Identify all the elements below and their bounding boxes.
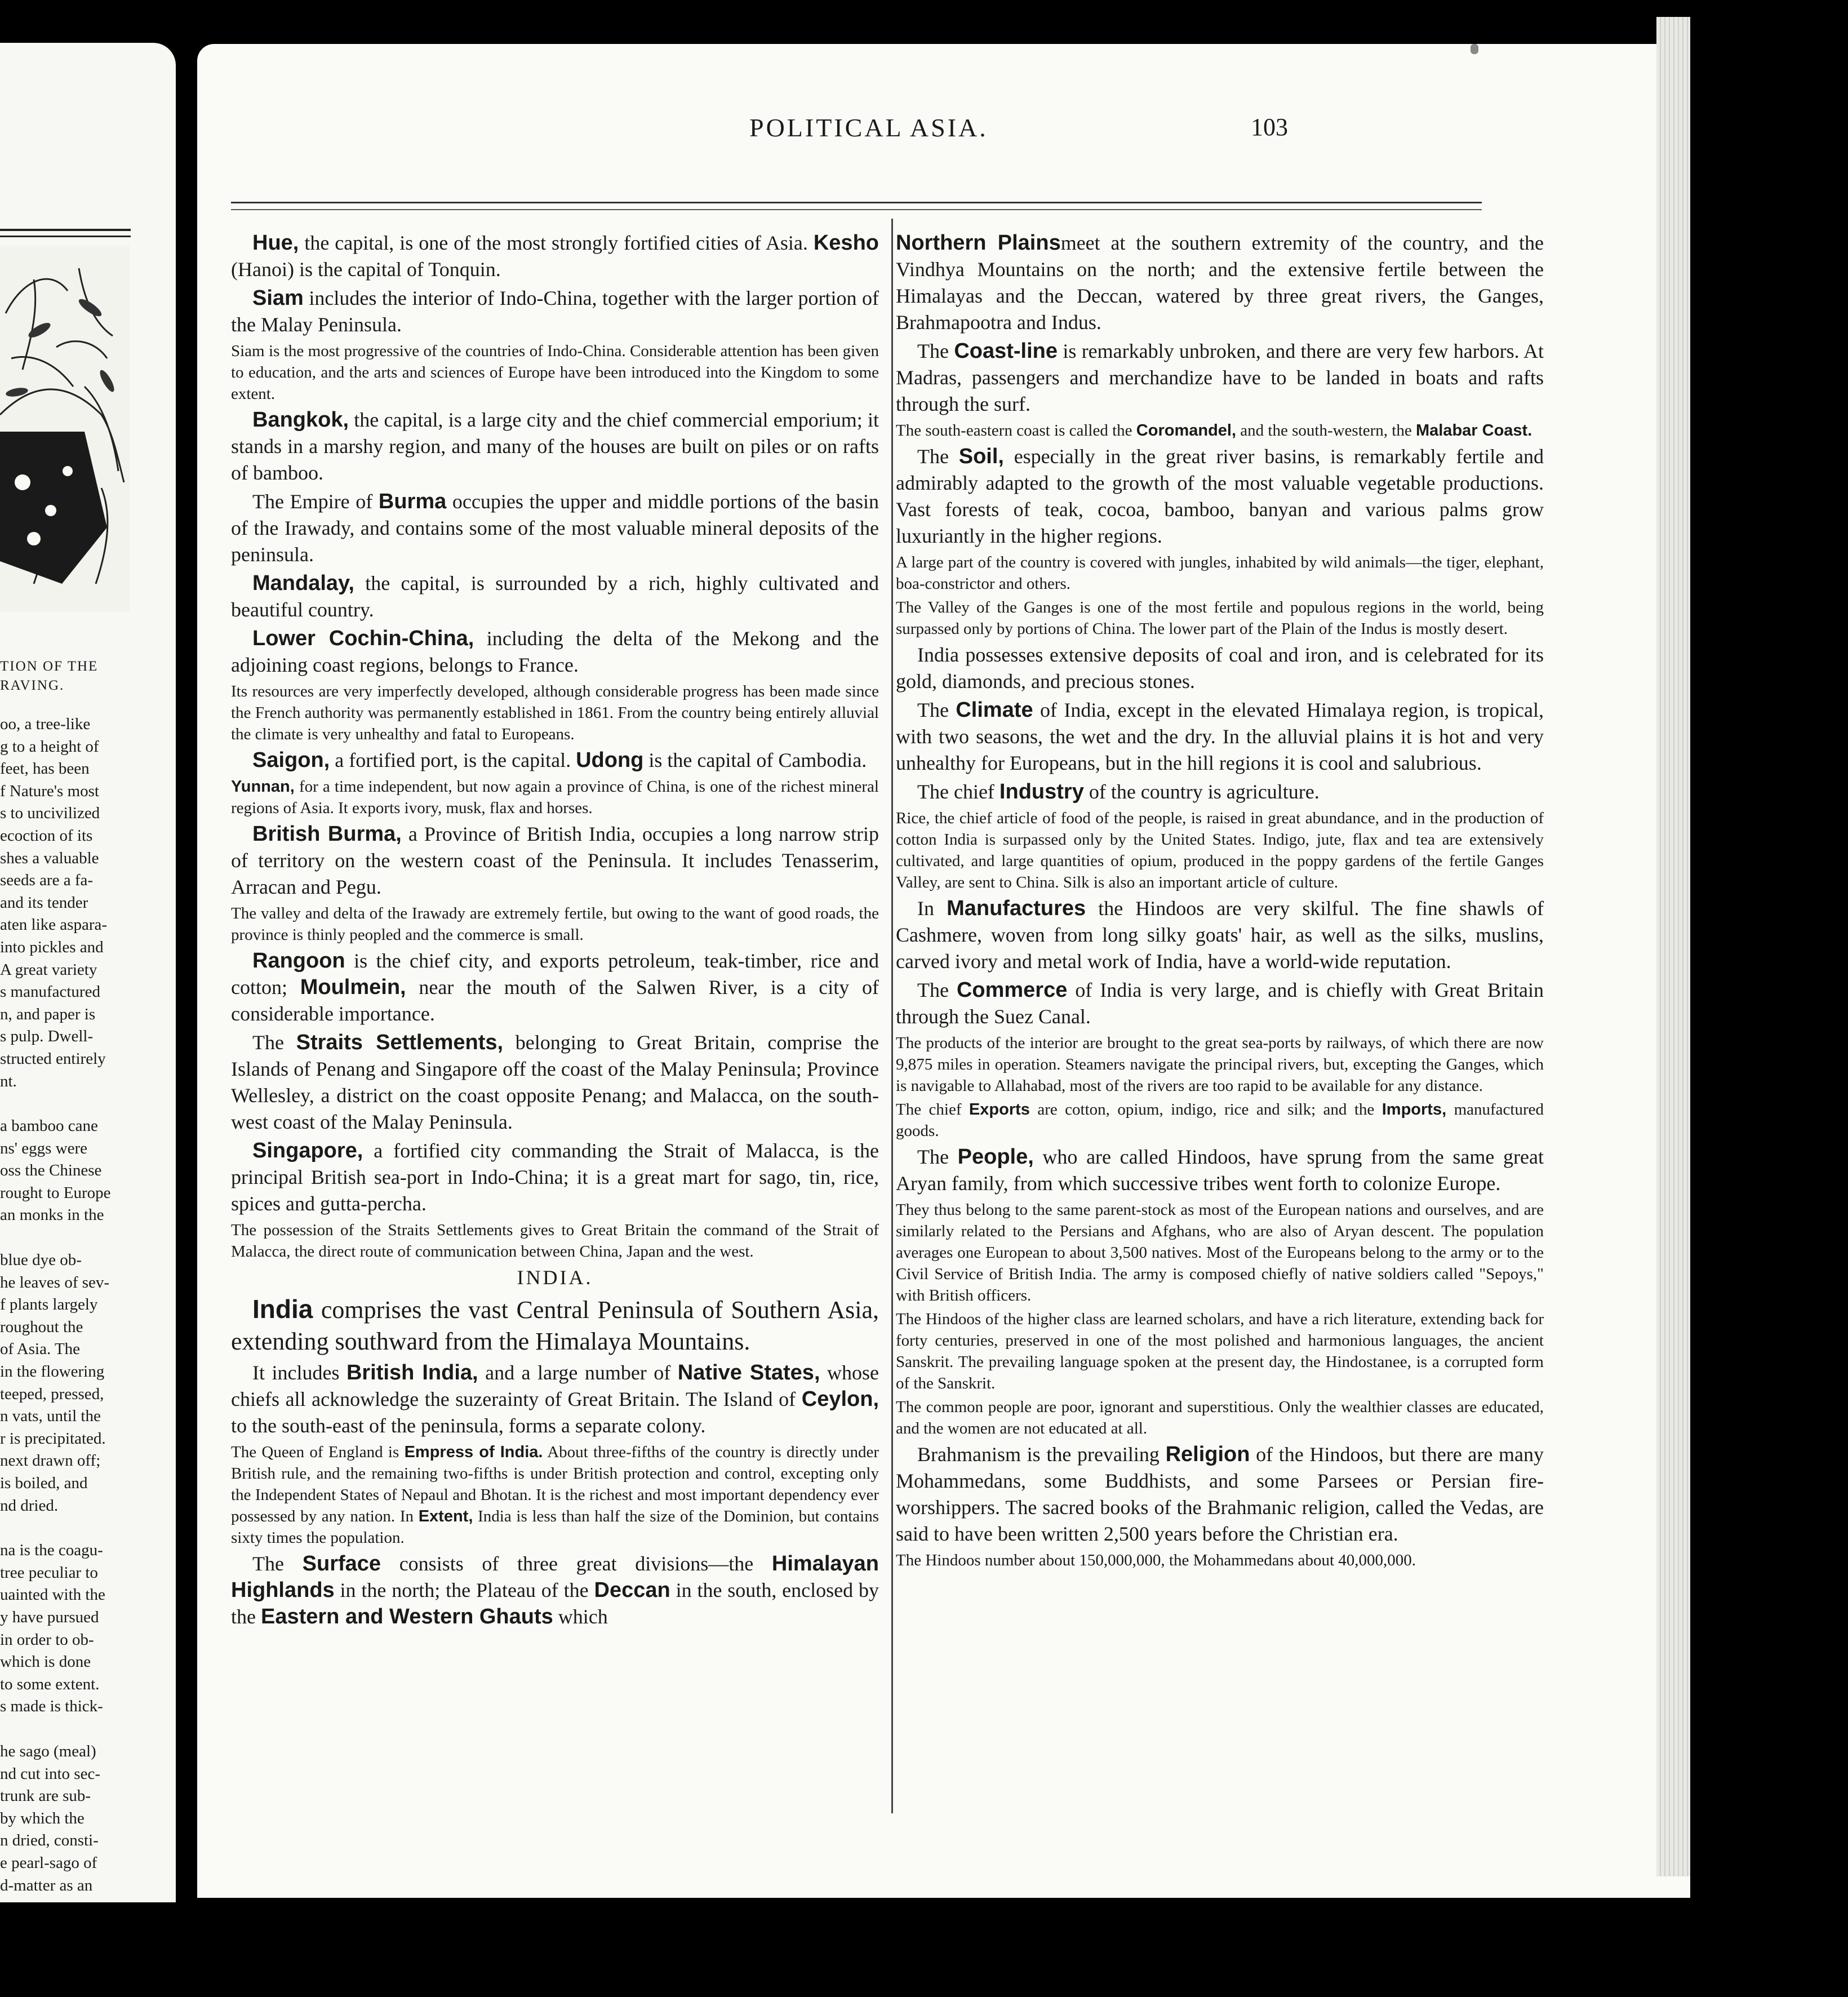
keyword: Soil, xyxy=(958,445,1004,468)
paragraph-text: They thus belong to the same parent-stock as most of the European nations and ourselves, and are similarly related to the Persians and Afghans, who are also of Aryan descent. The population averages one European to about 3,500 natives. Most of the Europeans belong to the army or to the Civil Service of British India. The army is composed chiefly of native soldiers called "Sepoys," with British officers. xyxy=(896,1201,1544,1304)
left-column xyxy=(231,230,879,1632)
paragraph-text: belonging to Great Britain, comprise the Islands of Penang and Singapore off the coast of the Malay Peninsula; Province Wellesley, a district on the coast opposite Penang; and Malacca, on the south-west coast of the Malay Peninsula. xyxy=(231,1031,879,1133)
caption-line: RAVING. xyxy=(0,678,65,693)
body-paragraph xyxy=(231,1360,879,1439)
paragraph-text: for a time independent, but now again a province of China, is one of the richest mineral regions of Asia. It exports ivory, musk, flax and horses. xyxy=(231,778,879,817)
keyword: British India, xyxy=(346,1361,478,1384)
paragraph-text: The south-eastern coast is called the xyxy=(896,421,1136,440)
facing-page-text xyxy=(0,713,131,1897)
note-paragraph xyxy=(896,1396,1544,1439)
right-column xyxy=(896,230,1544,1573)
keyword: Exports xyxy=(969,1100,1030,1119)
facing-page-line: s made is thick- xyxy=(0,1697,103,1716)
page xyxy=(197,44,1690,1898)
facing-page-rule xyxy=(0,229,131,237)
keyword: Yunnan, xyxy=(231,778,295,796)
paragraph-text: of India, except in the elevated Himalaya region, is tropical, with two seasons, the wet and the dry. In the alluvial plains it is hot and very unhealthy for Europeans, but in the hill regions it is cool and salubrious. xyxy=(896,699,1544,774)
facing-page-line: to some extent. xyxy=(0,1675,100,1693)
keyword: Eastern and Western Ghauts xyxy=(260,1605,553,1628)
facing-page-line: is boiled, and xyxy=(0,1474,88,1492)
paragraph-text: consists of three great divisions—the xyxy=(381,1552,772,1575)
keyword: Lower Cochin-China, xyxy=(252,627,474,650)
paragraph-text: is the chief city, and exports petroleum, teak-timber, rice and cotton; xyxy=(231,949,879,998)
facing-page-line: f Nature's most xyxy=(0,782,99,800)
body-paragraph xyxy=(231,948,879,1027)
paragraph-text: of India is very large, and is chiefly with Great Britain through the Suez Canal. xyxy=(896,979,1544,1028)
keyword: Siam xyxy=(252,286,304,310)
page-edge xyxy=(1656,17,1690,1876)
facing-page-line: n dried, consti- xyxy=(0,1831,99,1850)
body-paragraph xyxy=(896,338,1544,418)
keyword: Bangkok, xyxy=(252,408,349,432)
paragraph-text: comprises the vast Central Peninsula of Southern Asia, extending southward from the Himalaya Mountains. xyxy=(231,1296,879,1355)
paragraph-text: The xyxy=(917,979,957,1001)
paragraph-text: Siam is the most progressive of the countries of Indo-China. Considerable attention has been given to education, and the arts and sciences of Europe have been introduced into the Kingdom to some extent. xyxy=(231,342,879,403)
paragraph-text: is remarkably unbroken, and there are very few harbors. At Madras, passengers and merchandize have to be landed in boats and rafts through the surf. xyxy=(896,340,1544,415)
page-header xyxy=(535,113,1493,147)
body-paragraph xyxy=(896,895,1544,975)
keyword: People, xyxy=(957,1145,1034,1169)
body-paragraph xyxy=(231,285,879,338)
note-paragraph xyxy=(231,1441,879,1548)
keyword: Mandalay, xyxy=(252,571,354,595)
keyword: Commerce xyxy=(956,978,1068,1002)
paragraph-text: The chief xyxy=(917,780,999,803)
paragraph-text: A large part of the country is covered with jungles, inhabited by wild animals—the tiger, elephant, boa-constrictor and others. xyxy=(896,553,1544,593)
line-gap xyxy=(0,1093,131,1115)
facing-page-line: roughout the xyxy=(0,1317,83,1336)
note-paragraph xyxy=(231,681,879,745)
paragraph-text: in the south, enclosed by the xyxy=(231,1579,879,1628)
body-paragraph xyxy=(231,625,879,678)
keyword: Rangoon xyxy=(252,949,345,973)
paragraph-text: The xyxy=(917,445,959,468)
line-gap xyxy=(0,1517,131,1539)
keyword: Ceylon, xyxy=(801,1387,879,1411)
facing-page-line: A great variety xyxy=(0,960,97,979)
facing-page-line: next drawn off; xyxy=(0,1452,101,1470)
facing-page-line: and its tender xyxy=(0,893,88,912)
body-paragraph xyxy=(896,977,1544,1030)
facing-page-line: in order to ob- xyxy=(0,1630,94,1649)
keyword: Coromandel, xyxy=(1136,421,1237,440)
paragraph-text: a fortified city commanding the Strait of Malacca, is the principal British sea-port in Indo-China; it is a great mart for sago, tin, rice, spices and gutta-percha. xyxy=(231,1139,879,1215)
facing-page xyxy=(0,43,176,1902)
facing-page-line: nd cut into sec- xyxy=(0,1764,100,1783)
paragraph-text: The xyxy=(917,1146,958,1168)
note-paragraph xyxy=(896,597,1544,640)
keyword: Deccan xyxy=(594,1578,670,1602)
body-paragraph xyxy=(896,642,1544,695)
facing-page-caption xyxy=(0,657,130,695)
body-paragraph xyxy=(896,230,1544,336)
facing-page-line: trunk are sub- xyxy=(0,1787,91,1805)
paragraph-text: the capital, is one of the most strongly fortified cities of Asia. xyxy=(299,232,814,254)
facing-page-line: g to a height of xyxy=(0,737,99,756)
paragraph-text: are cotton, opium, indigo, rice and silk; and the xyxy=(1029,1100,1382,1119)
paragraph-text: the Hindoos are very skilful. The fine shawls of Cashmere, woven from long silky goats' hair, as well as the silks, muslins, carved ivory and metal work of India, have a world-wide reputation. xyxy=(896,897,1544,973)
facing-page-line: he leaves of sev- xyxy=(0,1273,110,1292)
keyword: Udong xyxy=(576,748,644,772)
facing-page-line: a bamboo cane xyxy=(0,1117,98,1135)
keyword: Coast-line xyxy=(954,339,1058,363)
paragraph-text: The Hindoos of the higher class are learned scholars, and have a rich literature, extending back for forty centuries, preserved in one of the most polished and harmonious languages, the ancient Sanskrit. The prevailing language spoken at the present day, the Hindostanee, is a corrupted form of the Sanskrit. xyxy=(896,1310,1544,1392)
facing-page-line: ns' eggs were xyxy=(0,1139,88,1157)
keyword: Moulmein, xyxy=(300,975,406,999)
facing-page-line: s pulp. Dwell- xyxy=(0,1027,94,1046)
ink-speck xyxy=(1471,44,1478,54)
paragraph-text: which xyxy=(553,1605,608,1628)
paragraph-text: manufactured goods. xyxy=(896,1100,1544,1140)
keyword: Saigon, xyxy=(252,748,330,772)
body-paragraph xyxy=(896,1144,1544,1197)
facing-page-line: into pickles and xyxy=(0,938,104,956)
keyword: British Burma, xyxy=(252,822,402,846)
body-paragraph xyxy=(231,1138,879,1217)
paragraph-text: The xyxy=(252,1031,296,1054)
body-paragraph xyxy=(231,1551,879,1630)
paragraph-text: between the Himalayas and the Deccan, watered by three great rivers, the Ganges, Brahmapootra and Indus. xyxy=(896,258,1544,334)
paragraph-text: of the Hindoos, but there are many Mohammedans, some Buddhists, and some Parsees or Persian fire-worshippers. The sacred books of the Brahmanic religion, called the Vedas, are said to have been written 2,500 years before the Christian era. xyxy=(896,1443,1544,1545)
paragraph-text: (Hanoi) is the capital of Tonquin. xyxy=(231,258,501,281)
keyword: Malabar Coast. xyxy=(1415,421,1532,440)
paragraph-text: India possesses extensive deposits of coal and iron, and is celebrated for its gold, diamonds, and precious stones. xyxy=(896,644,1544,693)
keyword: Manufactures xyxy=(947,897,1086,920)
paragraph-text: Its resources are very imperfectly developed, although considerable progress has been made since the French authority was permanently established in 1861. From the country being entirely alluvial the climate is very unhealthy and fatal to Europeans. xyxy=(231,682,879,743)
facing-page-line: blue dye ob- xyxy=(0,1251,82,1270)
note-paragraph xyxy=(896,1032,1544,1097)
note-paragraph xyxy=(896,807,1544,893)
keyword: Extent, xyxy=(418,1507,473,1525)
note-paragraph xyxy=(231,340,879,405)
facing-page-line: tree peculiar to xyxy=(0,1563,98,1582)
paragraph-text: includes the interior of Indo-China, together with the larger portion of the Malay Peninsula. xyxy=(231,287,879,336)
line-gap xyxy=(0,1227,131,1249)
note-paragraph xyxy=(896,1308,1544,1394)
note-paragraph xyxy=(896,1199,1544,1306)
paragraph-text: including the delta of the Mekong and the adjoining coast regions, belongs to France. xyxy=(231,627,879,676)
body-paragraph xyxy=(231,407,879,486)
keyword: Industry xyxy=(999,780,1084,804)
facing-page-line: aten like aspara- xyxy=(0,916,108,934)
facing-page-line: d-matter as an xyxy=(0,1876,93,1894)
header-rule xyxy=(231,202,1482,210)
column-divider xyxy=(891,219,893,1813)
facing-page-line: an monks in the xyxy=(0,1206,104,1224)
paragraph-text: The common people are poor, ignorant and superstitious. Only the wealthier classes are educated, and the women are not educated at all. xyxy=(896,1398,1544,1437)
paragraph-text: the capital, is a large city and the chief commercial emporium; it stands in a marshy region, and many of the houses are built on piles or on rafts of bamboo. xyxy=(231,409,879,484)
facing-page-line: oss the Chinese xyxy=(0,1161,102,1180)
facing-page-line: n vats, until the xyxy=(0,1407,101,1426)
keyword: Empress of India. xyxy=(404,1443,543,1461)
paragraph-text: In xyxy=(917,897,947,920)
paragraph-text: About three-fifths of the country is directly under British rule, and the remaining two-fifths is under British protection and control, excepting only the Independent States of Nepaul and Bhotan. It is the richest and most important dependency ever possessed by any nation. In xyxy=(231,1443,879,1525)
body-paragraph xyxy=(896,697,1544,776)
paragraph-text: and a large number of xyxy=(478,1361,678,1384)
facing-page-line: r is precipitated. xyxy=(0,1429,106,1448)
paragraph-text: occupies the upper and middle portions of the basin of the Irawady, and contains some of the most valuable mineral deposits of the peninsula. xyxy=(231,490,879,566)
keyword: Straits Settlements, xyxy=(296,1031,504,1054)
paragraph-text: The xyxy=(917,340,954,362)
body-paragraph xyxy=(231,489,879,568)
keyword: Himalayan Highlands xyxy=(231,1552,879,1602)
keyword: Singapore, xyxy=(252,1139,363,1162)
facing-page-line: structed entirely xyxy=(0,1049,106,1068)
paragraph-text: The products of the interior are brought to the great sea-ports by railways, of which there are now 9,875 miles in operation. Steamers navigate the principal rivers, but, excepting the Ganges, which is navigable to Allahabad, most of the rivers are too rapid to be available for any distance. xyxy=(896,1034,1544,1095)
facing-page-line: y have pursued xyxy=(0,1608,99,1626)
facing-page-line: e pearl-sago of xyxy=(0,1853,97,1872)
facing-page-line: oo, a tree-like xyxy=(0,715,91,733)
body-paragraph xyxy=(231,570,879,623)
paragraph-text: a Province of British India, occupies a long narrow strip of territory on the western coast of the Peninsula. It includes Tenasserim, Arracan and Pegu. xyxy=(231,823,879,898)
note-paragraph xyxy=(896,420,1544,441)
line-gap xyxy=(0,1718,131,1741)
paragraph-text: The Valley of the Ganges is one of the most fertile and populous regions in the world, being surpassed only by portions of China. The lower part of the Plain of the Indus is mostly desert. xyxy=(896,598,1544,638)
body-paragraph xyxy=(231,821,879,900)
keyword: Northern Plains xyxy=(896,231,1061,255)
paragraph-text: is the capital of Cambodia. xyxy=(643,749,867,771)
paragraph-text: whose chiefs all acknowledge the suzerainty of Great Britain. The Island of xyxy=(231,1361,879,1410)
facing-page-line: by which the xyxy=(0,1809,85,1827)
body-paragraph xyxy=(231,1029,879,1135)
body-paragraph xyxy=(896,443,1544,549)
facing-page-line: in the flowering xyxy=(0,1363,105,1381)
facing-page-line: teeped, pressed, xyxy=(0,1384,104,1403)
paragraph-text: and the south-western, the xyxy=(1236,421,1416,440)
paragraph-text: India is less than half the size of the Dominion, but contains sixty times the population. xyxy=(231,1507,879,1547)
note-paragraph xyxy=(896,1550,1544,1571)
note-paragraph xyxy=(896,1099,1544,1142)
running-head: POLITICAL ASIA. xyxy=(749,113,988,142)
paragraph-text: in the north; the Plateau of the xyxy=(334,1579,594,1601)
facing-page-line: na is the coagu- xyxy=(0,1541,103,1560)
body-paragraph xyxy=(896,1441,1544,1547)
note-paragraph xyxy=(231,776,879,819)
paragraph-text: The chief xyxy=(896,1100,969,1119)
facing-page-line: nd dried. xyxy=(0,1496,59,1515)
paragraph-text: especially in the great river basins, is remarkably fertile and admirably adapted to the growth of the most valuable vegetable productions. Vast forests of teak, cocoa, bamboo, banyan and various palms grow luxuriantly in the higher regions. xyxy=(896,445,1544,547)
paragraph-text: meet at the southern extremity of the country, and the Vindhya Mountains on the north; and the extensive fertile xyxy=(896,232,1544,281)
body-paragraph xyxy=(896,779,1544,805)
body-paragraph xyxy=(231,1293,879,1357)
paragraph-text: The valley and delta of the Irawady are extremely fertile, but owing to the want of good roads, the province is thinly peopled and the commerce is small. xyxy=(231,904,879,944)
facing-page-line: shes a valuable xyxy=(0,849,99,867)
keyword: Hue, xyxy=(252,231,299,255)
paragraph-text: who are called Hindoos, have sprung from the same great Aryan family, from which successive tribes went forth to colonize Europe. xyxy=(896,1146,1544,1195)
note-paragraph xyxy=(896,552,1544,594)
paragraph-text: The xyxy=(252,1552,303,1575)
facing-page-line: uainted with the xyxy=(0,1586,105,1604)
keyword: Religion xyxy=(1165,1443,1250,1466)
facing-page-line: s to uncivilized xyxy=(0,804,100,823)
body-paragraph xyxy=(231,747,879,774)
facing-page-line: seeds are a fa- xyxy=(0,871,94,890)
paragraph-text: The Queen of England is xyxy=(231,1443,405,1461)
facing-page-line: he sago (meal) xyxy=(0,1742,96,1760)
caption-line: TION OF THE xyxy=(0,659,99,674)
paragraph-text: The xyxy=(917,699,956,721)
paragraph-text: the capital, is surrounded by a rich, highly cultivated and beautiful country. xyxy=(231,572,879,621)
note-paragraph xyxy=(231,903,879,946)
facing-page-line: s manufactured xyxy=(0,983,100,1001)
note-paragraph xyxy=(231,1219,879,1262)
paragraph-text: to the south-east of the peninsula, forms a separate colony. xyxy=(231,1414,706,1437)
paragraph-text: The possession of the Straits Settlements gives to Great Britain the command of the Strait of Malacca, the direct route of communication between China, Japan and the west. xyxy=(231,1221,879,1261)
paragraph-text: Rice, the chief article of food of the people, is raised in great abundance, and in the production of cotton India is surpassed only by the United States. Indigo, jute, flax and tea are extensively cultivated, and large quantities of opium, produced in the poppy gardens of the fertile Ganges Valley, are sent to China. Silk is also an important article of culture. xyxy=(896,809,1544,891)
facing-page-line: ecoction of its xyxy=(0,826,93,845)
keyword: Imports, xyxy=(1381,1100,1447,1119)
facing-page-line: n, and paper is xyxy=(0,1005,96,1023)
paragraph-text: The Hindoos number about 150,000,000, the Mohammedans about 40,000,000. xyxy=(896,1551,1416,1569)
paragraph-text: a fortified port, is the capital. xyxy=(330,749,576,771)
facing-page-line: nt. xyxy=(0,1072,17,1090)
section-heading: INDIA. xyxy=(517,1266,593,1289)
keyword: Surface xyxy=(302,1552,381,1576)
facing-page-line: which is done xyxy=(0,1653,91,1671)
facing-page-line: rought to Europe xyxy=(0,1183,111,1202)
keyword: India xyxy=(252,1294,313,1324)
paragraph-text: The Empire of xyxy=(252,490,379,513)
paragraph-text: near the mouth of the Salwen River, is a city of considerable importance. xyxy=(231,976,879,1025)
paragraph-text: It includes xyxy=(252,1361,346,1384)
bamboo-engraving-illustration xyxy=(0,246,130,612)
keyword: Native States, xyxy=(677,1361,820,1384)
keyword: Kesho xyxy=(813,231,879,255)
body-paragraph xyxy=(231,230,879,283)
page-number: 103 xyxy=(1251,113,1288,141)
paragraph-text: Brahmanism is the prevailing xyxy=(917,1443,1166,1466)
keyword: Burma xyxy=(378,490,447,513)
keyword: Climate xyxy=(956,698,1033,722)
facing-page-line: of Asia. The xyxy=(0,1340,81,1359)
facing-page-line: feet, has been xyxy=(0,760,90,778)
facing-page-line: f plants largely xyxy=(0,1295,98,1314)
paragraph-text: of the country is agriculture. xyxy=(1083,780,1320,803)
